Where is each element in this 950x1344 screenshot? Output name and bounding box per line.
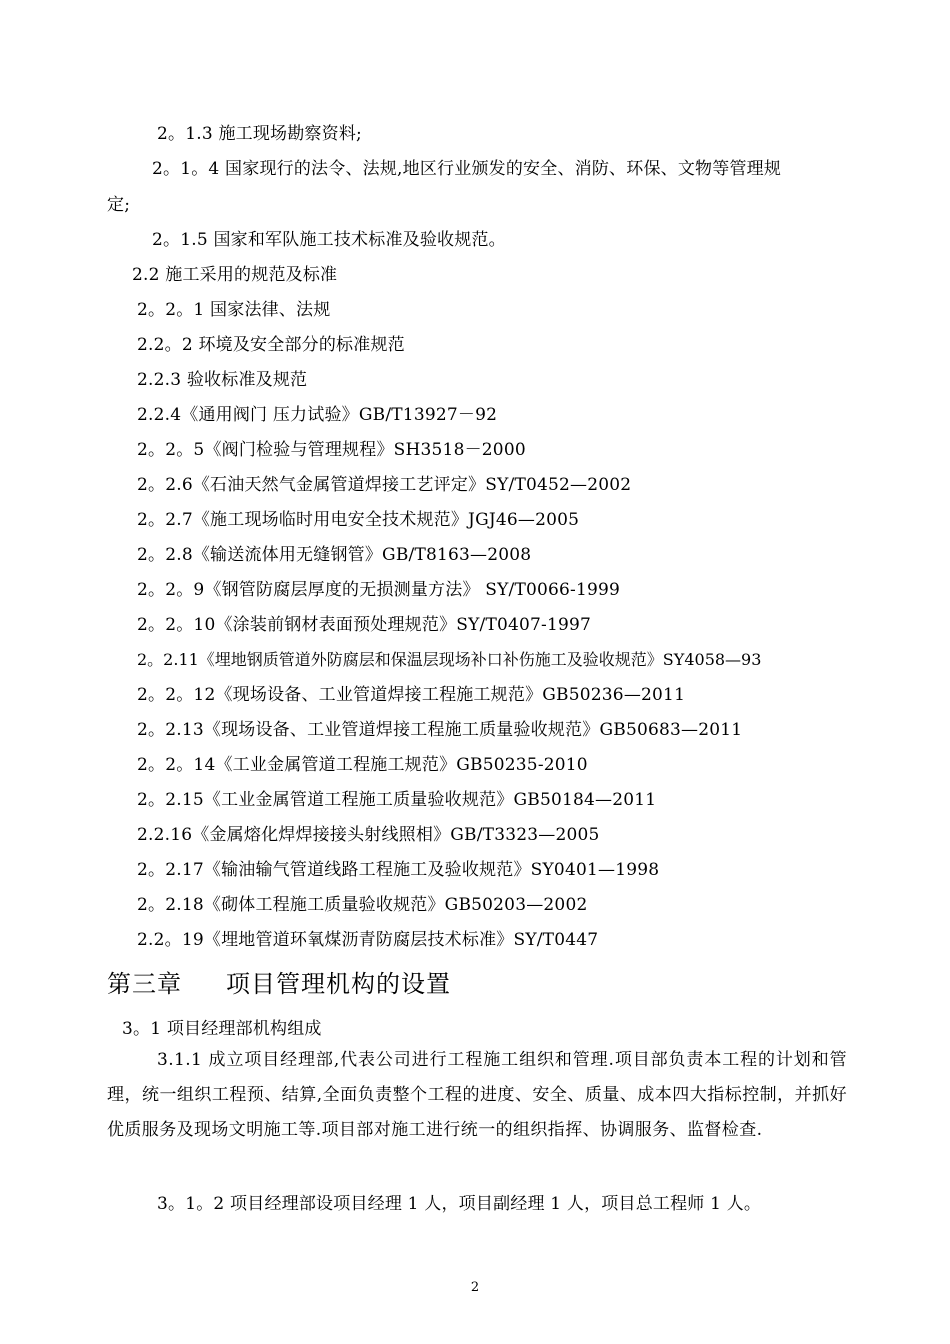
list-item: 2。2.11《埋地钢质管道外防腐层和保温层现场补口补伤施工及验收规范》SY4058—93 bbox=[137, 650, 762, 669]
section-heading-3-1: 3。1 项目经理部机构组成 bbox=[122, 1019, 322, 1039]
list-item: 2。1.3 施工现场勘察资料; bbox=[157, 124, 362, 144]
list-item: 2。2.17《输油输气管道线路工程施工及验收规范》SY0401—1998 bbox=[137, 860, 660, 880]
list-item: 2。2.18《砌体工程施工质量验收规范》GB50203—2002 bbox=[137, 895, 588, 915]
list-item: 2。1。4 国家现行的法令、法规,地区行业颁发的安全、消防、环保、文物等管理规 bbox=[152, 159, 782, 179]
list-item: 2.2.16《金属熔化焊焊接接头射线照相》GB/T3323—2005 bbox=[137, 825, 600, 845]
list-item: 2。2.15《工业金属管道工程施工质量验收规范》GB50184—2011 bbox=[137, 790, 657, 810]
list-item-continuation: 定; bbox=[107, 195, 131, 215]
chapter-title: 项目管理机构的设置 bbox=[226, 970, 451, 998]
list-item: 2。2。9《钢管防腐层厚度的无损测量方法》 SY/T0066-1999 bbox=[137, 580, 621, 600]
list-item: 2.2。2 环境及安全部分的标准规范 bbox=[137, 335, 405, 355]
list-item: 2。2.6《石油天然气金属管道焊接工艺评定》SY/T0452—2002 bbox=[137, 475, 632, 495]
list-item: 2。2。5《阀门检验与管理规程》SH3518－2000 bbox=[137, 440, 526, 460]
chapter-number: 第三章 bbox=[107, 970, 182, 998]
paragraph-3-1-1: 3.1.1 成立项目经理部,代表公司进行工程施工组织和管理.项目部负责本工程的计划和管理，统一组织工程预、结算,全面负责整个工程的进度、安全、质量、成本四大指标控制，并抓好优质服务及现场文明施工等.项目部对施工进行统一的组织指挥、协调服务、监督检查. bbox=[107, 1050, 847, 1140]
page-number: 2 bbox=[470, 1280, 480, 1295]
chapter-heading bbox=[107, 968, 451, 1000]
list-item: 2.2.3 验收标准及规范 bbox=[137, 370, 308, 390]
list-item: 2。2。12《现场设备、工业管道焊接工程施工规范》GB50236—2011 bbox=[137, 685, 686, 705]
list-item: 2。2.13《现场设备、工业管道焊接工程施工质量验收规范》GB50683—2011 bbox=[137, 720, 743, 740]
list-item: 2.2.4《通用阀门 压力试验》GB/T13927－92 bbox=[137, 405, 498, 425]
list-item: 2。1.5 国家和军队施工技术标准及验收规范。 bbox=[152, 230, 506, 250]
list-item: 2。2。1 国家法律、法规 bbox=[137, 300, 331, 320]
paragraph-3-1-2: 3。1。2 项目经理部设项目经理 1 人，项目副经理 1 人，项目总工程师 1 人。 bbox=[157, 1194, 762, 1214]
list-item: 2。2。14《工业金属管道工程施工规范》GB50235-2010 bbox=[137, 755, 588, 775]
section-heading-2-2: 2.2 施工采用的规范及标准 bbox=[132, 265, 338, 285]
list-item: 2。2.7《施工现场临时用电安全技术规范》JGJ46—2005 bbox=[137, 510, 580, 530]
list-item: 2。2.8《输送流体用无缝钢管》GB/T8163—2008 bbox=[137, 545, 532, 565]
list-item: 2.2。19《埋地管道环氧煤沥青防腐层技术标准》SY/T0447 bbox=[137, 930, 599, 950]
list-item: 2。2。10《涂装前钢材表面预处理规范》SY/T0407-1997 bbox=[137, 615, 592, 635]
